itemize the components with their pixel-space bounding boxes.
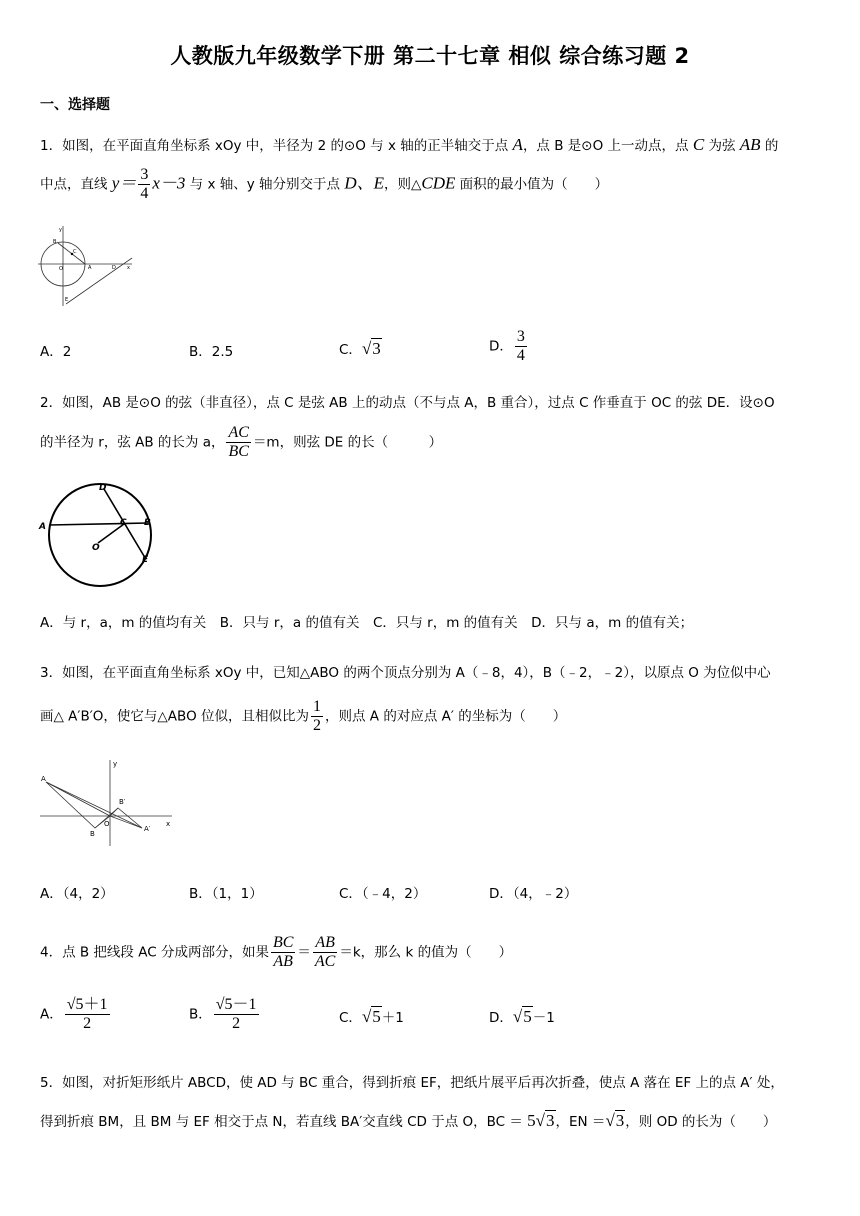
page-title: 人教版九年级数学下册 第二十七章 相似 综合练习题 2	[170, 44, 690, 68]
q4-option-b[interactable]: B． $\frac{√5-1}{2}$	[189, 996, 257, 1032]
q5-line2: 得到折痕 BM，且 BM 与 EF 相交于点 N，若直线 BA′交直线 CD 于点 O，BC ＝ 5√3，EN ＝√3，则 OD 的长为（ ）	[40, 1111, 777, 1130]
q4-option-a[interactable]: A． $\frac{√5+1}{2}$	[40, 996, 108, 1032]
svg-text:D: D	[112, 265, 116, 271]
q1-line1: 1．如图，在平面直角坐标系 xOy 中，半径为 2 的⊙O 与 x 轴的正半轴交于点 A，点 B 是⊙O 上一动点，点 C 为弦 AB 的	[40, 135, 779, 154]
q5-line1: 5．如图，对折矩形纸片 ABCD，使 AD 与 BC 重合，得到折痕 EF，把纸片展平后再次折叠，使点 A 落在 EF 上的点 A′ 处，	[40, 1075, 784, 1091]
q4-option-c[interactable]: C．√5＋1	[339, 1007, 404, 1026]
svg-text:x: x	[127, 265, 130, 271]
svg-text:A: A	[41, 775, 46, 783]
section-heading: 一、选择题	[40, 97, 110, 113]
svg-text:x: x	[166, 820, 171, 828]
q2-line2: 的半径为 r，弦 AB 的长为 a， $\frac{AC}{BC}$ ＝m，则弦 DE 的长（ ）	[40, 424, 443, 460]
svg-text:D: D	[99, 483, 107, 493]
q1-line2: 中点，直线 y＝ $\frac{3}{4}$ x－3 与 x 轴、y 轴分别交于点 D、E，则△CDE 面积的最小值为（ ）	[40, 166, 609, 202]
svg-text:E: E	[142, 555, 149, 565]
q2-options[interactable]: A．与 r，a，m 的值均有关 B．只与 r，a 的值有关 C．只与 r，m 的值有关 D．只与 a，m 的值有关；	[40, 615, 694, 631]
q4-line: 4．点 B 把线段 AC 分成两部分，如果 $\frac{BC}{AB}$ ＝ $\frac{AB}{AC}$ ＝k，那么 k 的值为（ ）	[40, 934, 513, 970]
q1-option-a[interactable]: A．2	[40, 344, 72, 360]
svg-text:C: C	[73, 249, 77, 255]
q3-line2: 画△ A′B′O，使它与△ABO 位似，且相似比为 $\frac{1}{2}$ ，则点 A 的对应点 A′ 的坐标为（ ）	[40, 698, 567, 734]
q1-figure	[38, 224, 138, 308]
svg-text:y: y	[113, 760, 118, 768]
q3-line1: 3．如图，在平面直角坐标系 xOy 中，已知△ABO 的两个顶点分别为 A（﹣8，4），B（﹣2，﹣2），以原点 O 为位似中心	[40, 665, 771, 681]
q1-option-b[interactable]: B．2.5	[189, 344, 234, 360]
svg-text:B′: B′	[119, 798, 126, 806]
q2-line1: 2．如图，AB 是⊙O 的弦（非直径），点 C 是弦 AB 上的动点（不与点 A，B 重合），过点 C 作垂直于 OC 的弦 DE．设⊙O	[40, 395, 775, 411]
svg-text:B: B	[90, 830, 95, 838]
svg-text:A: A	[39, 522, 46, 532]
svg-text:B: B	[144, 518, 151, 528]
q2-figure	[38, 480, 168, 590]
q1-option-d[interactable]: D． $\frac{3}{4}$	[489, 328, 525, 364]
q4-option-d[interactable]: D．√5－1	[489, 1007, 555, 1026]
svg-text:y: y	[59, 227, 62, 233]
q3-figure	[38, 758, 178, 848]
svg-text:C: C	[120, 518, 127, 528]
svg-text:O: O	[92, 543, 100, 553]
svg-text:A′: A′	[144, 825, 151, 833]
svg-text:O: O	[104, 820, 110, 828]
q3-option-b[interactable]: B．（1，1）	[189, 886, 263, 902]
q3-option-c[interactable]: C．（﹣4，2）	[339, 886, 427, 902]
svg-text:A: A	[88, 265, 92, 271]
svg-text:O: O	[59, 266, 63, 272]
svg-text:E: E	[65, 297, 69, 303]
q3-option-a[interactable]: A．（4，2）	[40, 886, 114, 902]
q1-option-c[interactable]: C．√3	[339, 339, 381, 358]
q3-option-d[interactable]: D．（4，﹣2）	[489, 886, 578, 902]
svg-text:B: B	[53, 239, 57, 245]
